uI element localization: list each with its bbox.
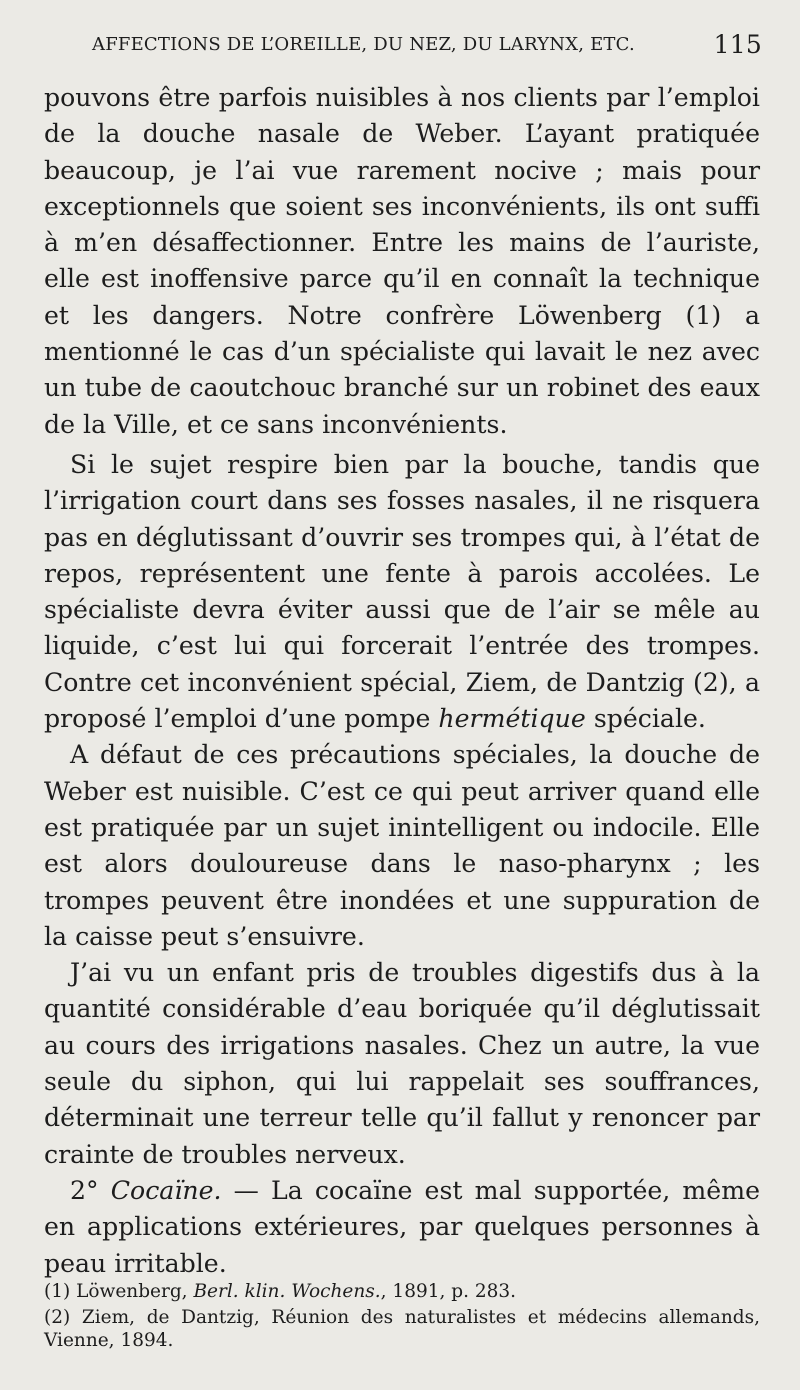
paragraph-4: J’ai vu un enfant pris de troubles digestifs dus à la quantité considérable d’eau boriquée qu’il déglutissait au cours des irrigations nasales. Chez un autre, la vue seule du siphon, qui lui rappelait ses souffrances, déterminait une terreur telle qu’il fallut y renoncer par crainte de troubles nerveux. [44, 958, 760, 1169]
paragraph-1: pouvons être parfois nuisibles à nos clients par l’emploi de la douche nasale de Weber. L’ayant pratiquée beaucoup, je l’ai vue rarement nocive ; mais pour exceptionnels que soient ses inconvénients, ils ont suffi à m’en désaffectionner. Entre les mains de l’auriste, elle est inoffensive parce qu’il en connaît la technique et les dangers. Notre confrère Löwenberg (1) a mentionné le cas d’un spécialiste qui lavait le nez avec un tube de caoutchouc branché sur un robinet des eaux de la Ville, et ce sans inconvénients. [44, 83, 760, 439]
paragraph-5 [44, 1173, 760, 1282]
footnote-1-author: (1) Löwenberg, [44, 1281, 194, 1302]
section-title: Cocaïne. [110, 1175, 222, 1205]
footnote-1 [44, 1280, 760, 1303]
footnote-1-journal: Berl. klin. Wochens. [193, 1281, 381, 1302]
footnote-2: (2) Ziem, de Dantzig, Réunion des naturalistes et médecins allemands, Vienne, 1894. [44, 1307, 760, 1351]
footnote-1-ref: , 1891, p. 283. [380, 1281, 517, 1302]
footnotes [44, 1280, 760, 1355]
paragraph-2 [44, 447, 760, 737]
main-text [44, 80, 760, 1282]
section-number: 2° [70, 1175, 111, 1205]
running-title: AFFECTIONS DE L’OREILLE, DU NEZ, DU LARYNX, ETC. [92, 34, 635, 55]
paragraph-5-text: — La cocaïne est mal supportée, même en applications extérieures, par quelques personnes à peau irritable. [44, 1175, 760, 1278]
page-number: 115 [713, 30, 762, 59]
paragraph-2-text: Si le sujet respire bien par la bouche, tandis que l’irrigation court dans ses fosses nasales, il ne risquera pas en déglutissant d’ouvrir ses trompes qui, à l’état de repos, représentent une fente à parois accolées. Le spécialiste devra éviter aussi que de l’air se mêle au liquide, c’est lui qui forcerait l’entrée des trompes. Contre cet inconvénient spécial, Ziem, de Dantzig (2), a proposé l’emploi d’une pompe [44, 449, 760, 734]
paragraph-2-emphasis: hermétique [438, 704, 586, 734]
paragraph-2-end: spéciale. [585, 704, 706, 734]
paragraph-3: A défaut de ces précautions spéciales, la douche de Weber est nuisible. C’est ce qui peut arriver quand elle est pratiquée par un sujet inintelligent ou indocile. Elle est alors douloureuse dans le naso-pharynx ; les trompes peuvent être inondées et une suppuration de la caisse peut s’ensuivre. [44, 740, 760, 951]
running-header [92, 30, 762, 59]
